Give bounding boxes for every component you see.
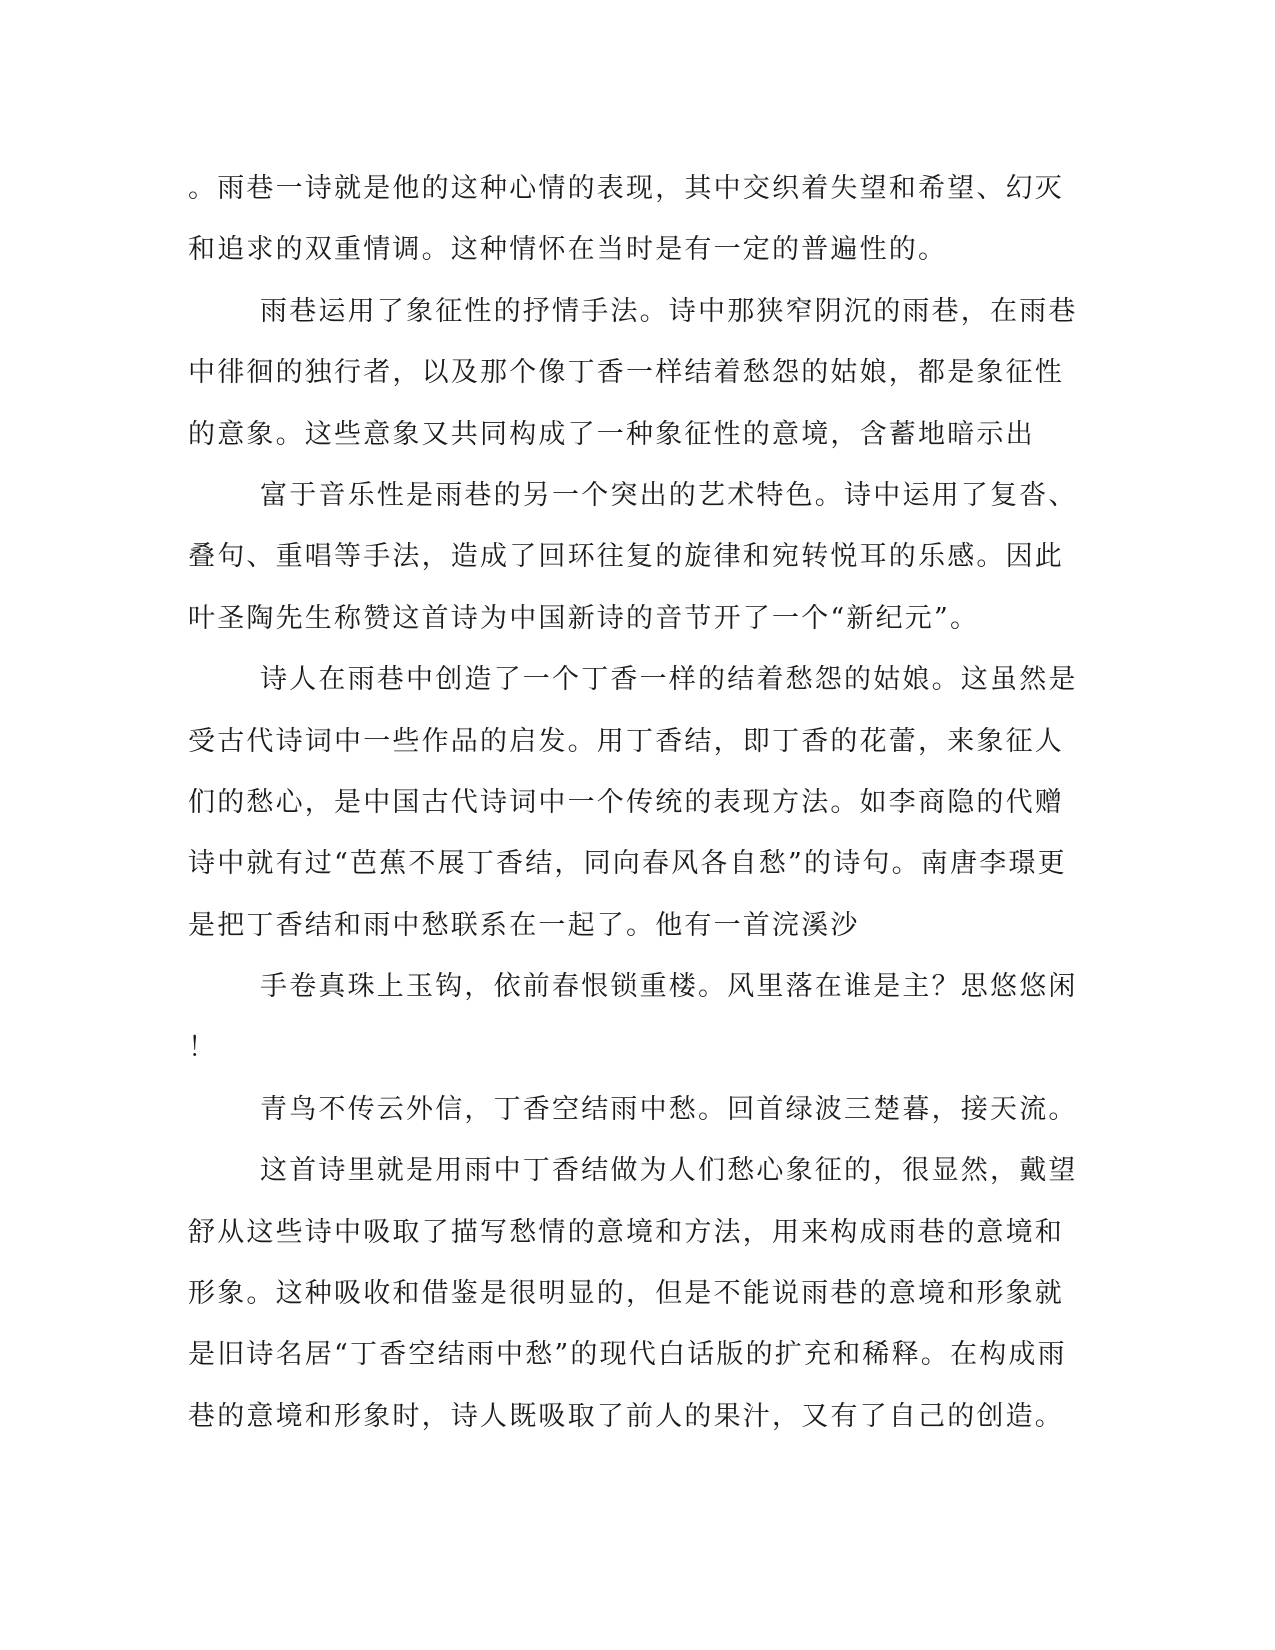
text-line: 巷的意境和形象时，诗人既吸取了前人的果汁，又有了自己的创造。 [188,1400,1064,1432]
text-line: 舒从这些诗中吸取了描写愁情的意境和方法，用来构成雨巷的意境和 [188,1216,1064,1248]
text-line: 雨巷运用了象征性的抒情手法。诗中那狭窄阴沉的雨巷，在雨巷 [260,295,1078,327]
text-line: 和追求的双重情调。这种情怀在当时是有一定的普遍性的。 [188,234,948,266]
text-line: 手卷真珠上玉钩，依前春恨锁重楼。风里落在谁是主？思悠悠闲 [260,971,1078,1003]
text-line: 中徘徊的独行者，以及那个像丁香一样结着愁怨的姑娘，都是象征性 [188,357,1064,389]
text-line: 诗中就有过“芭蕉不展丁香结，同向春风各自愁”的诗句。南唐李璟更 [188,848,1067,880]
text-line: 形象。这种吸收和借鉴是很明显的，但是不能说雨巷的意境和形象就 [188,1278,1064,1310]
text-line: 们的愁心，是中国古代诗词中一个传统的表现方法。如李商隐的代赠 [188,786,1064,818]
text-line: 叠句、重唱等手法，造成了回环往复的旋律和宛转悦耳的乐感。因此 [188,541,1064,573]
text-line: ！ [188,1032,218,1064]
text-line: 。雨巷一诗就是他的这种心情的表现，其中交织着失望和希望、幻灭 [188,173,1064,204]
text-line: 诗人在雨巷中创造了一个丁香一样的结着愁怨的姑娘。这虽然是 [260,664,1078,696]
text-line: 是把丁香结和雨中愁联系在一起了。他有一首浣溪沙 [188,909,860,941]
text-line: 这首诗里就是用雨中丁香结做为人们愁心象征的，很显然，戴望 [260,1155,1078,1187]
document-body [188,158,1078,1447]
text-line: 受古代诗词中一些作品的启发。用丁香结，即丁香的花蕾，来象征人 [188,725,1064,757]
text-line: 是旧诗名居“丁香空结雨中愁”的现代白话版的扩充和稀释。在构成雨 [188,1339,1067,1371]
text-line: 富于音乐性是雨巷的另一个突出的艺术特色。诗中运用了复沓、 [260,479,1078,511]
text-line: 叶圣陶先生称赞这首诗为中国新诗的音节开了一个“新纪元”。 [188,602,980,634]
text-line: 的意象。这些意象又共同构成了一种象征性的意境，含蓄地暗示出 [188,418,1035,450]
text-line: 青鸟不传云外信，丁香空结雨中愁。回首绿波三楚暮，接天流。 [260,1093,1078,1125]
